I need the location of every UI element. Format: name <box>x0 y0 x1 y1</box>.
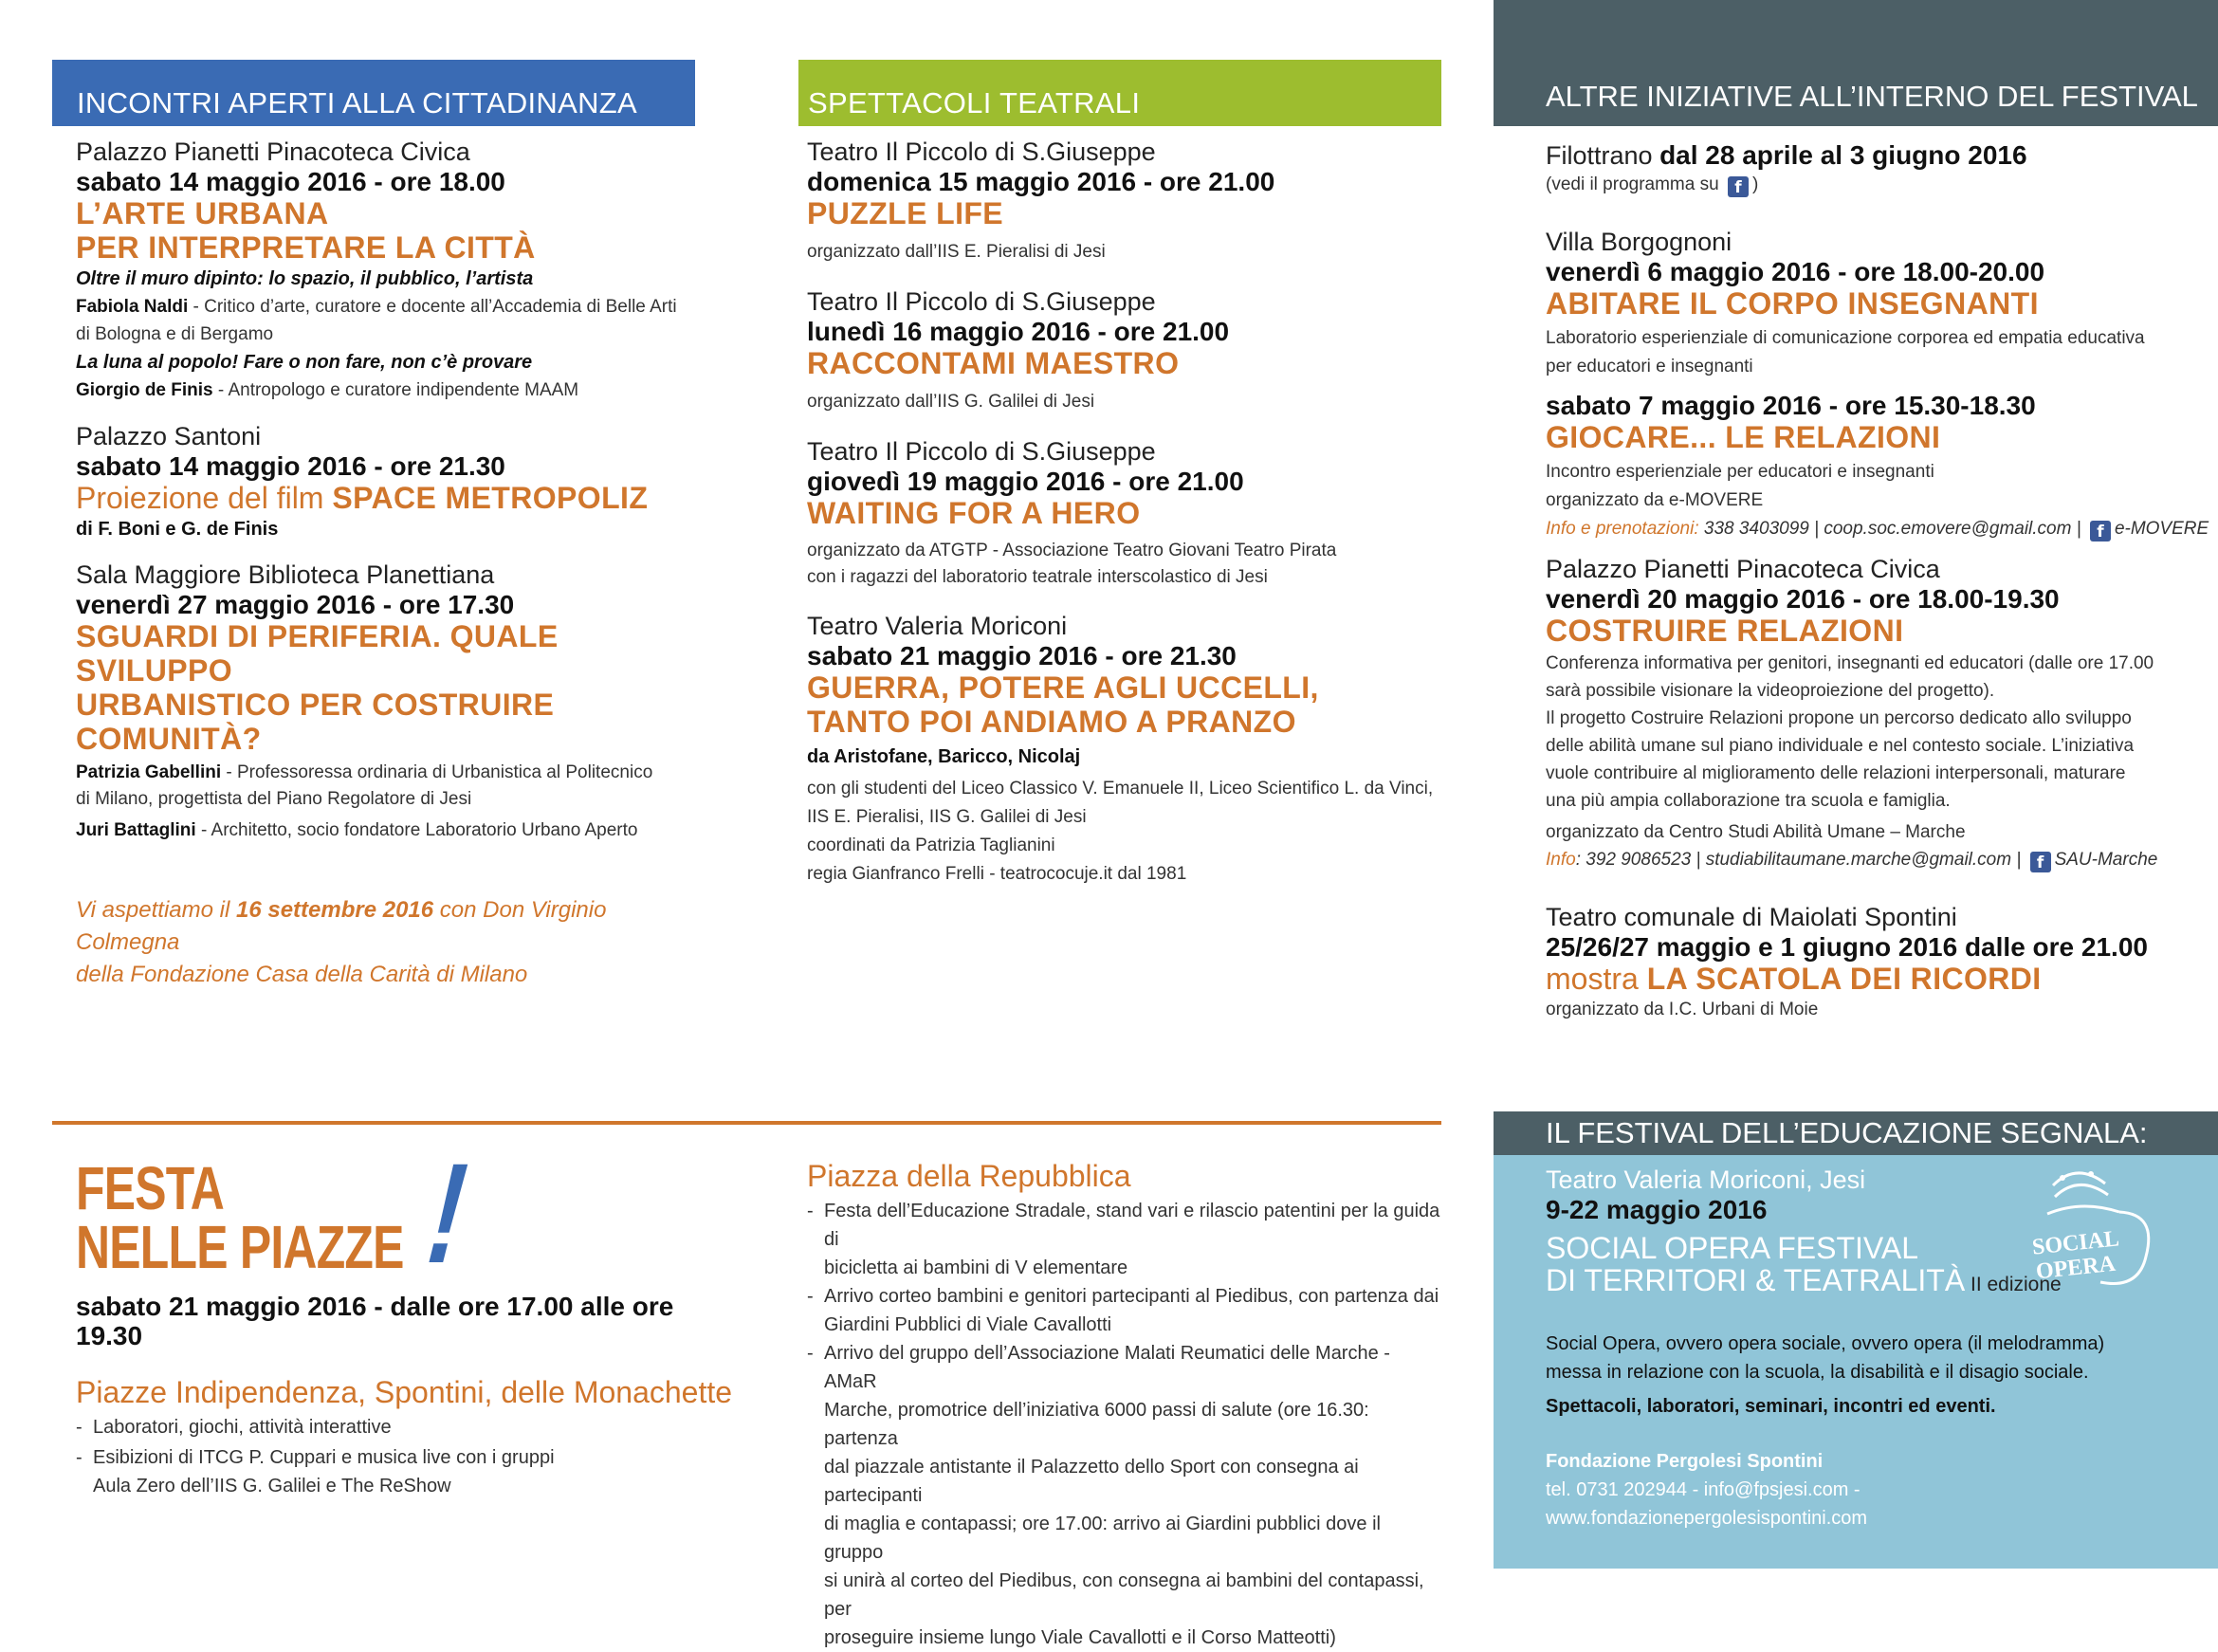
list-item: - Esibizioni di ITCG P. Cuppari e musica live con i gruppi Aula Zero dell’IIS G. Galilei e The ReShow <box>76 1443 740 1500</box>
venue: Teatro Valeria Moriconi, Jesi <box>1546 1166 1866 1194</box>
facebook-icon[interactable]: f <box>1728 176 1749 197</box>
column-altre-iniziative <box>1546 140 2209 1024</box>
list-item: - Arrivo del gruppo dell’Associazione Malati Reumatici delle Marche - AMaR Marche, promotrice dell’iniziativa 6000 passi di salute (ore 16.30: partenza dal piazzale antistante il Palazzetto dello Sport con consegna ai partecipanti di maglia e contapassi; ore 17.00: arrivo ai Giardini pubblici dove il gruppo si unirà al corteo del Piedibus, con consegna ai bambini del contapassi, per proseguire insieme lungo Viale Cavallotti e il Corso Matteotti) <box>807 1339 1442 1652</box>
list-item: - Arrivo corteo bambini e genitori partecipanti al Piedibus, con partenza dai Giardini Pubblici di Viale Cavallotti <box>807 1282 1442 1339</box>
speaker: Juri Battaglini - Architetto, socio fondatore Laboratorio Urbano Aperto <box>76 820 638 840</box>
organizer: organizzato da I.C. Urbani di Moie <box>1546 1000 1819 1019</box>
event-title: GUERRA, POTERE AGLI UCCELLI, <box>807 670 1319 705</box>
event-waiting-for-a-hero <box>807 437 1442 591</box>
event-scatola-ricordi <box>1546 903 2209 1024</box>
info: con gli studenti del Liceo Classico V. Emanuele II, Liceo Scientifico L. da Vinci, IIS E. Pieralisi, IIS G. Galilei di Jesi coordinati da Patrizia Taglianini regia Gianfranco Frelli - teatrococuje.it dal 1981 <box>807 779 1434 884</box>
list-item: - Festa dell’Educazione Stradale, stand vari e rilascio patentini per la guida di bicicletta ai bambini di V elementare <box>807 1197 1442 1282</box>
date: venerdì 6 maggio 2016 - ore 18.00-20.00 <box>1546 257 2045 286</box>
venue: Teatro Valeria Moriconi <box>807 612 1068 640</box>
description: Incontro esperienziale per educatori e insegnanti <box>1546 462 1934 482</box>
description: Laboratorio esperienziale di comunicazione corporea ed empatia educativa per educatori e insegnanti <box>1546 328 2145 376</box>
event-title: mostra LA SCATOLA DEI RICORDI <box>1546 962 2042 996</box>
venue: Sala Maggiore Biblioteca Planettiana <box>76 560 495 589</box>
festa-title: NELLE PIAZZE <box>76 1213 404 1281</box>
event-abitare-corpo <box>1546 228 2209 381</box>
organizer: organizzato da e-MOVERE <box>1546 490 1764 510</box>
event-title: L’ARTE URBANA <box>76 196 329 230</box>
social-opera-logo: SOCIAL OPERA <box>2025 1157 2176 1309</box>
event-puzzle-life <box>807 138 1442 266</box>
event-sguardi-periferia <box>76 560 702 845</box>
facebook-icon[interactable]: f <box>2090 521 2111 541</box>
speaker: Fabiola Naldi - Critico d’arte, curatore e docente all’Accademia di Belle Arti di Bologna e di Bergamo <box>76 297 677 344</box>
subtitle: La luna al popolo! Fare o non fare, non c’è provare <box>76 352 533 373</box>
date: 25/26/27 maggio e 1 giugno 2016 dalle ore 21.00 <box>1546 932 2148 962</box>
credit: di F. Boni e G. de Finis <box>76 519 279 540</box>
venue: Teatro comunale di Maiolati Spontini <box>1546 903 1957 931</box>
organizer: organizzato dall’IIS G. Galilei di Jesi <box>807 392 1095 412</box>
event-raccontami-maestro <box>807 287 1442 416</box>
column-incontri <box>76 138 702 991</box>
event-title: TANTO POI ANDIAMO A PRANZO <box>807 705 1296 739</box>
section-divider <box>52 1121 1441 1125</box>
date: sabato 14 maggio 2016 - ore 18.00 <box>76 167 505 196</box>
date: 9-22 maggio 2016 <box>1546 1195 1768 1224</box>
date: venerdì 20 maggio 2016 - ore 18.00-19.30 <box>1546 584 2060 614</box>
date: venerdì 27 maggio 2016 - ore 17.30 <box>76 590 515 619</box>
event-arte-urbana <box>76 138 702 405</box>
closing-note: Vi aspettiamo il 16 settembre 2016 con Don Virginio Colmegna della Fondazione Casa della Carità di Milano <box>76 897 607 987</box>
festa-right <box>807 1159 1442 1652</box>
description: Social Opera, ovvero opera sociale, ovvero opera (il melodramma) messa in relazione con la scuola, la disabilità e il disagio sociale. Spettacoli, laboratori, seminari, incontri ed eventi. <box>1546 1333 2105 1417</box>
date: sabato 21 maggio 2016 - ore 21.30 <box>807 641 1237 670</box>
event-title: SOCIAL OPERA FESTIVAL <box>1546 1231 1919 1265</box>
venue: Palazzo Pianetti Pinacoteca Civica <box>76 138 470 166</box>
credit: da Aristofane, Baricco, Nicolaj <box>807 746 1081 767</box>
header-spettacoli: SPETTACOLI TEATRALI <box>798 60 1441 126</box>
event-space-metropoliz <box>76 422 702 543</box>
festa-left <box>76 1292 740 1500</box>
description: Conferenza informativa per genitori, insegnanti ed educatori (dalle ore 17.00 sarà possibile visionare la videoproiezione del progetto). Il progetto Costruire Relazioni propone un percorso dedicato allo sviluppo delle abilità umane sul piano individuale e nel contesto sociale. L’iniziativa vuole contribuire al miglioramento delle relazioni interpersonali, maturare una più ampia collaborazione tra scuola e famiglia. organizzato da Centro Studi Abilità Umane – Marche <box>1546 653 2154 842</box>
event-costruire-relazioni <box>1546 555 2209 874</box>
venue: Teatro Il Piccolo di S.Giuseppe <box>807 138 1156 166</box>
speaker: Patrizia Gabellini - Professoressa ordinaria di Urbanistica al Politecnico di Milano, progettista del Piano Regolatore di Jesi <box>76 762 653 809</box>
contact-info: Info e prenotazioni: 338 3403099 | coop.soc.emovere@gmail.com | f e-MOVERE <box>1546 519 2209 541</box>
organizer: Fondazione Pergolesi Spontini tel. 0731 202944 - info@fpsjesi.com - www.fondazionepergolesispontini.com <box>1546 1451 1868 1529</box>
event-title: RACCONTAMI MAESTRO <box>807 346 1180 380</box>
venue: Villa Borgognoni <box>1546 228 1732 256</box>
event-title: PER INTERPRETARE LA CITTÀ <box>76 230 536 265</box>
event-title: SGUARDI DI PERIFERIA. QUALE SVILUPPO <box>76 619 559 688</box>
date: sabato 14 maggio 2016 - ore 21.30 <box>76 451 505 481</box>
venue: Teatro Il Piccolo di S.Giuseppe <box>807 287 1156 316</box>
festa-location: Piazze Indipendenza, Spontini, delle Monachette <box>76 1375 733 1409</box>
event-giocare-relazioni <box>1546 391 2209 543</box>
date: lunedì 16 maggio 2016 - ore 21.00 <box>807 317 1230 346</box>
event-title: WAITING FOR A HERO <box>807 496 1141 530</box>
festa-title: FESTA <box>76 1154 225 1222</box>
list-item: - Laboratori, giochi, attività interattive <box>76 1413 740 1441</box>
event-guerra-potere <box>807 612 1442 889</box>
festa-location: Piazza della Repubblica <box>807 1159 1131 1193</box>
contact-info: Info: 392 9086523 | studiabilitaumane.marche@gmail.com | f SAU-Marche <box>1546 850 2158 872</box>
header-incontri: INCONTRI APERTI ALLA CITTADINANZA <box>52 60 695 126</box>
speaker: Giorgio de Finis - Antropologo e curatore indipendente MAAM <box>76 380 579 400</box>
event-title: GIOCARE... LE RELAZIONI <box>1546 420 1941 454</box>
event-filottrano: Filottrano dal 28 aprile al 3 giugno 2016 (vedi il programma su f ) <box>1546 140 2027 197</box>
header-altre-iniziative-text: ALTRE INIZIATIVE ALL’INTERNO DEL FESTIVAL <box>1546 80 2198 113</box>
event-title: Proiezione del film SPACE METROPOLIZ <box>76 481 649 515</box>
segnala-header: IL FESTIVAL DELL’EDUCAZIONE SEGNALA: <box>1494 1111 2218 1155</box>
event-title: COSTRUIRE RELAZIONI <box>1546 614 1904 648</box>
festa-date: sabato 21 maggio 2016 - dalle ore 17.00 alle ore 19.30 <box>76 1292 674 1350</box>
subtitle: Oltre il muro dipinto: lo spazio, il pubblico, l’artista <box>76 268 534 289</box>
venue: Teatro Il Piccolo di S.Giuseppe <box>807 437 1156 466</box>
date: giovedì 19 maggio 2016 - ore 21.00 <box>807 467 1244 496</box>
venue: Palazzo Pianetti Pinacoteca Civica <box>1546 555 1940 583</box>
facebook-icon[interactable]: f <box>2030 852 2051 872</box>
exclamation-mark: ! <box>412 1133 486 1293</box>
venue: Palazzo Santoni <box>76 422 262 450</box>
event-title: URBANISTICO PER COSTRUIRE COMUNITÀ? <box>76 688 555 756</box>
date: sabato 7 maggio 2016 - ore 15.30-18.30 <box>1546 391 2036 420</box>
event-title: ABITARE IL CORPO INSEGNANTI <box>1546 286 2039 321</box>
organizer: organizzato da ATGTP - Associazione Teatro Giovani Teatro Pirata con i ragazzi del laboratorio teatrale interscolastico di Jesi <box>807 541 1337 587</box>
organizer: organizzato dall’IIS E. Pieralisi di Jesi <box>807 242 1106 262</box>
date: domenica 15 maggio 2016 - ore 21.00 <box>807 167 1275 196</box>
event-title: DI TERRITORI & TEATRALITÀ II edizione <box>1546 1263 2062 1297</box>
event-title: PUZZLE LIFE <box>807 196 1004 230</box>
festa-title-block <box>76 1154 550 1292</box>
column-spettacoli <box>807 138 1442 906</box>
